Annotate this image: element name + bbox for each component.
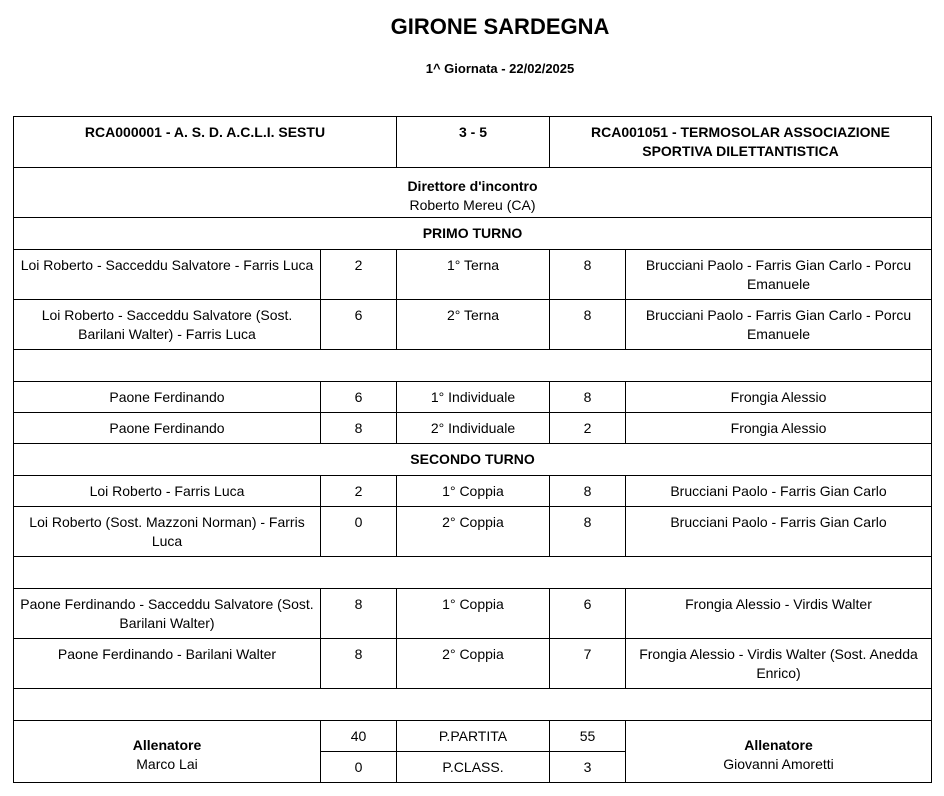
game-type bbox=[396, 588, 550, 639]
score-cell bbox=[396, 116, 550, 168]
home-coach-label: Allenatore bbox=[132, 736, 202, 753]
game-type bbox=[396, 299, 550, 350]
away-players: Frongia Alessio bbox=[730, 419, 827, 436]
home-score bbox=[320, 381, 397, 413]
spacer-row bbox=[13, 556, 932, 589]
away-players-cell bbox=[625, 475, 932, 507]
partita-label-cell bbox=[396, 720, 550, 752]
home-coach-cell bbox=[13, 720, 321, 783]
home-coach-name: Marco Lai bbox=[136, 755, 198, 772]
partita-home bbox=[320, 720, 397, 752]
away-score-value: 8 bbox=[583, 307, 592, 323]
table-row bbox=[13, 638, 321, 689]
game-type bbox=[396, 381, 550, 413]
table-row bbox=[13, 475, 321, 507]
home-score-value: 6 bbox=[354, 388, 363, 405]
table-row bbox=[13, 381, 321, 413]
away-players-cell bbox=[625, 381, 932, 413]
away-players-cell bbox=[625, 638, 932, 689]
away-score bbox=[549, 506, 626, 557]
class-label: P.CLASS. bbox=[442, 758, 504, 775]
home-players: Paone Ferdinando bbox=[109, 388, 225, 405]
away-score bbox=[549, 412, 626, 444]
away-players: Frongia Alessio bbox=[730, 388, 827, 405]
home-score-value: 6 bbox=[354, 307, 363, 323]
home-players: Paone Ferdinando - Sacceddu Salvatore (Sost. Barilani Walter) bbox=[20, 596, 314, 631]
home-score bbox=[320, 249, 397, 300]
away-score-value: 8 bbox=[583, 257, 592, 273]
director-name: Roberto Mereu (CA) bbox=[409, 196, 536, 213]
away-score bbox=[549, 475, 626, 507]
away-coach-name: Giovanni Amoretti bbox=[723, 755, 834, 772]
partita-home-value: 40 bbox=[350, 727, 367, 744]
secondo-turno-label: SECONDO TURNO bbox=[410, 451, 535, 467]
game-type-label: 1° Terna bbox=[446, 257, 500, 273]
away-score bbox=[549, 249, 626, 300]
away-score bbox=[549, 588, 626, 639]
partita-label: P.PARTITA bbox=[438, 727, 508, 744]
away-players: Brucciani Paolo - Farris Gian Carlo - Porcu Emanuele bbox=[645, 307, 912, 342]
home-players: Loi Roberto - Farris Luca bbox=[89, 482, 245, 499]
home-players: Paone Ferdinando bbox=[109, 419, 225, 436]
primo-turno-header bbox=[13, 217, 932, 250]
away-players: Brucciani Paolo - Farris Gian Carlo bbox=[670, 514, 887, 530]
class-away-value: 3 bbox=[583, 758, 592, 775]
game-type bbox=[396, 475, 550, 507]
away-score bbox=[549, 299, 626, 350]
game-type-label: 2° Individuale bbox=[430, 419, 516, 436]
game-type-label: 1° Coppia bbox=[442, 596, 504, 612]
class-away bbox=[549, 751, 626, 783]
away-players: Frongia Alessio - Virdis Walter bbox=[685, 596, 872, 612]
game-type-label: 2° Coppia bbox=[442, 646, 504, 662]
away-players-cell bbox=[625, 588, 932, 639]
away-score bbox=[549, 638, 626, 689]
primo-turno-label: PRIMO TURNO bbox=[422, 225, 523, 241]
page-title: GIRONE SARDEGNA bbox=[390, 14, 610, 39]
director-cell bbox=[13, 167, 932, 218]
game-type-label: 1° Individuale bbox=[430, 388, 516, 405]
director-label: Direttore d'incontro bbox=[407, 177, 538, 194]
game-type bbox=[396, 506, 550, 557]
away-score-value: 7 bbox=[583, 646, 592, 662]
home-players: Loi Roberto - Sacceddu Salvatore (Sost. Barilani Walter) - Farris Luca bbox=[41, 307, 293, 342]
home-score bbox=[320, 475, 397, 507]
table-row bbox=[13, 588, 321, 639]
away-players-cell bbox=[625, 299, 932, 350]
game-type bbox=[396, 249, 550, 300]
away-score bbox=[549, 381, 626, 413]
home-score bbox=[320, 638, 397, 689]
home-score-value: 2 bbox=[354, 257, 363, 273]
match-score: 3 - 5 bbox=[458, 124, 487, 140]
game-type bbox=[396, 638, 550, 689]
game-type-label: 2° Coppia bbox=[442, 514, 504, 530]
game-type-label: 2° Terna bbox=[446, 307, 500, 323]
class-home-value: 0 bbox=[354, 758, 363, 775]
spacer-row bbox=[13, 349, 932, 382]
away-players: Frongia Alessio - Virdis Walter (Sost. Anedda Enrico) bbox=[639, 646, 918, 681]
table-row bbox=[13, 506, 321, 557]
home-score-value: 2 bbox=[354, 482, 363, 499]
away-players: Brucciani Paolo - Farris Gian Carlo bbox=[670, 482, 887, 499]
home-score-value: 0 bbox=[354, 514, 363, 530]
home-team-cell bbox=[13, 116, 397, 168]
away-score-value: 6 bbox=[583, 596, 592, 612]
away-score-value: 2 bbox=[583, 419, 592, 436]
home-score-value: 8 bbox=[354, 596, 363, 612]
away-team-name: RCA001051 - TERMOSOLAR ASSOCIAZIONE SPORTIVA DILETTANTISTICA bbox=[591, 124, 890, 159]
partita-away-value: 55 bbox=[579, 727, 596, 744]
class-label-cell bbox=[396, 751, 550, 783]
away-coach-label: Allenatore bbox=[744, 736, 813, 753]
home-players: Paone Ferdinando - Barilani Walter bbox=[57, 646, 277, 662]
spacer-row bbox=[13, 688, 932, 721]
home-score-value: 8 bbox=[354, 646, 363, 662]
class-home bbox=[320, 751, 397, 783]
away-coach-cell bbox=[625, 720, 932, 783]
home-team-name: RCA000001 - A. S. D. A.C.L.I. SESTU bbox=[84, 124, 326, 140]
home-score-value: 8 bbox=[354, 419, 363, 436]
away-players-cell bbox=[625, 506, 932, 557]
away-team-cell bbox=[549, 116, 932, 168]
home-players: Loi Roberto (Sost. Mazzoni Norman) - Farris Luca bbox=[29, 514, 305, 549]
game-type bbox=[396, 412, 550, 444]
away-score-value: 8 bbox=[583, 514, 592, 530]
home-score bbox=[320, 588, 397, 639]
table-row bbox=[13, 412, 321, 444]
game-type-label: 1° Coppia bbox=[442, 482, 504, 499]
away-players-cell bbox=[625, 249, 932, 300]
table-row bbox=[13, 249, 321, 300]
home-score bbox=[320, 506, 397, 557]
away-players: Brucciani Paolo - Farris Gian Carlo - Porcu Emanuele bbox=[645, 257, 912, 292]
away-score-value: 8 bbox=[583, 388, 592, 405]
home-score bbox=[320, 299, 397, 350]
secondo-turno-header bbox=[13, 443, 932, 476]
match-day-subtitle: 1^ Giornata - 22/02/2025 bbox=[425, 61, 575, 76]
table-row bbox=[13, 299, 321, 350]
home-players: Loi Roberto - Sacceddu Salvatore - Farris Luca bbox=[20, 257, 314, 273]
home-score bbox=[320, 412, 397, 444]
away-players-cell bbox=[625, 412, 932, 444]
partita-away bbox=[549, 720, 626, 752]
away-score-value: 8 bbox=[583, 482, 592, 499]
